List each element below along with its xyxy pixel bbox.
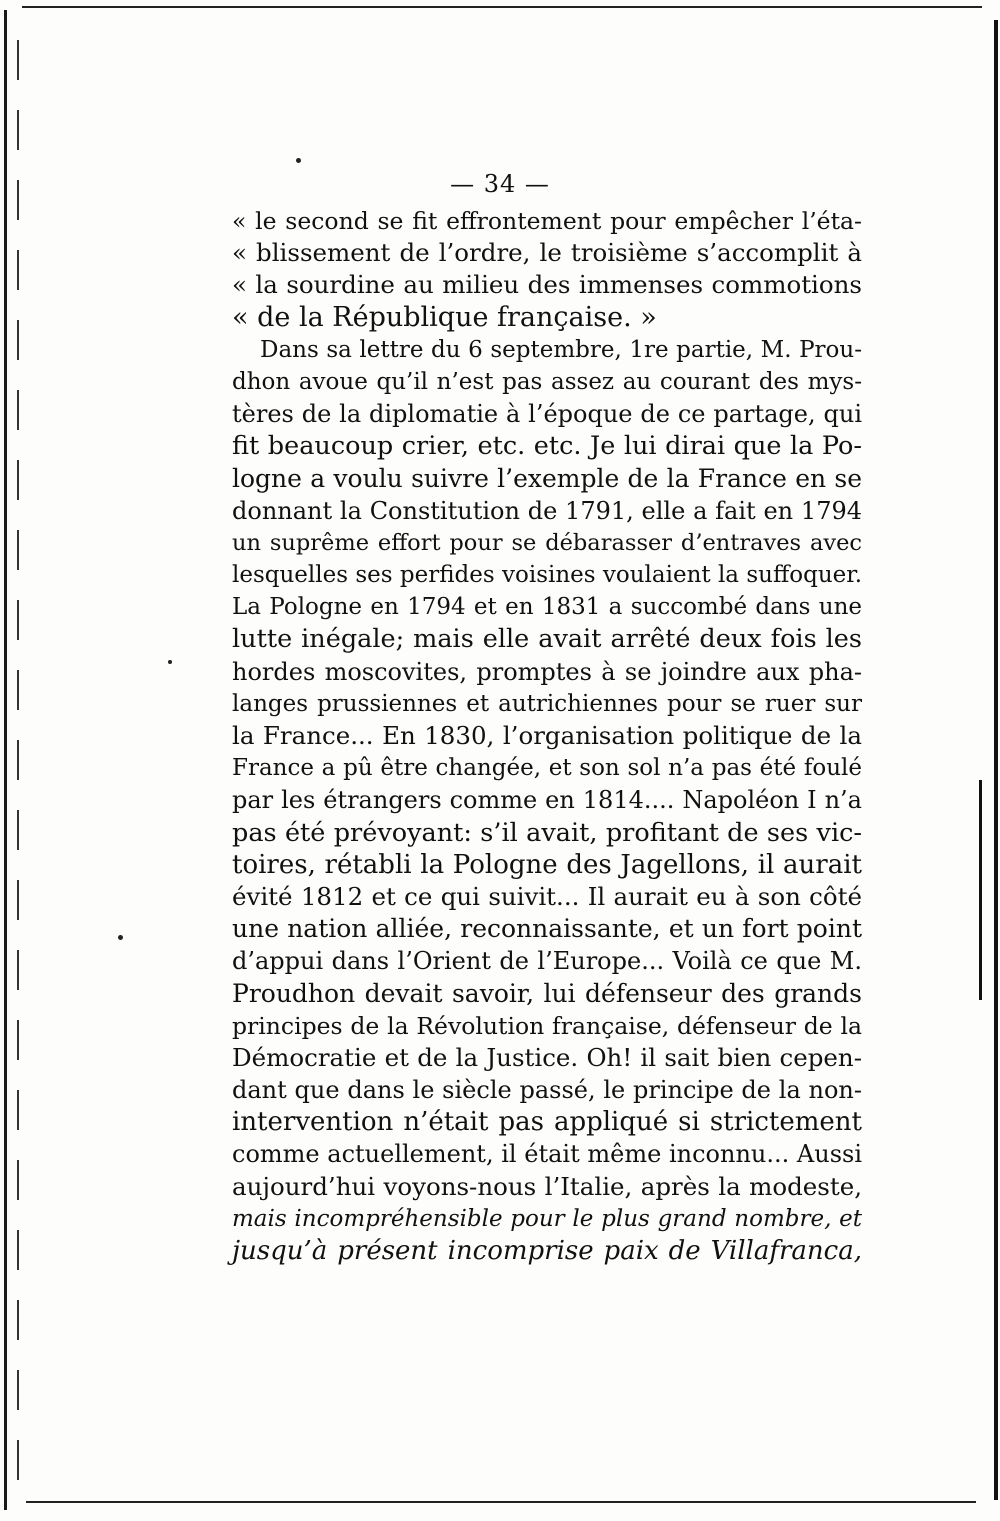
- text-line: Proudhon devait savoir, lui défenseur des grands: [232, 978, 862, 1008]
- text-line: intervention n’était pas appliqué si strictement: [232, 1107, 862, 1138]
- text-line: toires, rétabli la Pologne des Jagellons, il aurait: [232, 849, 862, 880]
- page-edge-right: [974, 20, 998, 1500]
- text-line: « blissement de l’ordre, le troisième s’accomplit à: [232, 238, 862, 268]
- page-number: — 34 —: [450, 170, 550, 198]
- page-edge-top: [22, 6, 982, 26]
- scan-speck: [296, 158, 301, 163]
- text-line: par les étrangers comme en 1814.... Napoléon I n’a: [232, 786, 862, 815]
- text-line: lesquelles ses perfides voisines voulaient la suffoquer.: [232, 562, 863, 589]
- text-line-italic: mais incompréhensible pour le plus grand nombre, et: [232, 1205, 862, 1232]
- text-line: dant que dans le siècle passé, le principe de la non-: [232, 1076, 862, 1105]
- text-line: aujourd’hui voyons-nous l’Italie, après la modeste,: [232, 1171, 862, 1201]
- scan-speck: [118, 935, 123, 940]
- text-line: « de la République française. »: [232, 301, 657, 333]
- text-line: évité 1812 et ce qui suivit... Il aurait eu à son côté: [232, 881, 862, 911]
- text-line: « le second se fit effrontement pour empêcher l’éta-: [232, 207, 862, 235]
- text-line: Démocratie et de la Justice. Oh! il sait bien cepen-: [232, 1042, 862, 1072]
- text-line: d’appui dans l’Orient de l’Europe... Voilà ce que M.: [232, 947, 862, 976]
- text-line: Dans sa lettre du 6 septembre, 1re partie, M. Prou-: [260, 336, 862, 363]
- text-line: principes de la Révolution française, défenseur de la: [232, 1011, 862, 1040]
- text-line: comme actuellement, il était même inconnu... Aussi: [232, 1140, 862, 1169]
- text-line-italic: jusqu’à présent incomprise paix de Villafranca,: [232, 1236, 862, 1266]
- page-edge-bottom: [26, 1493, 976, 1503]
- text-line: « la sourdine au milieu des immenses commotions: [232, 270, 862, 300]
- body-text: [232, 205, 862, 1267]
- text-line: donnant la Constitution de 1791, elle a fait en 1794: [232, 496, 862, 525]
- text-line: hordes moscovites, promptes à se joindre aux pha-: [232, 657, 862, 686]
- text-line: la France... En 1830, l’organisation politique de la: [232, 721, 862, 750]
- text-line: tères de la diplomatie à l’époque de ce partage, qui: [232, 400, 862, 429]
- text-line: un suprême effort pour se débarasser d’entraves avec: [232, 529, 862, 556]
- text-line: dhon avoue qu’il n’est pas assez au courant des mys-: [232, 368, 862, 395]
- text-line: France a pû être changée, et son sol n’a pas été foulé: [232, 755, 862, 782]
- text-line: langes prussiennes et autrichiennes pour se ruer sur: [232, 690, 862, 717]
- text-line: logne a voulu suivre l’exemple de la France en se: [232, 463, 862, 493]
- page-edge-left: [4, 10, 37, 1510]
- text-line: pas été prévoyant: s’il avait, profitant de ses vic-: [232, 817, 862, 848]
- text-line: lutte inégale; mais elle avait arrêté deux fois les: [232, 624, 862, 655]
- text-line: fit beaucoup crier, etc. etc. Je lui dirai que la Po-: [232, 431, 862, 462]
- scan-speck: [168, 660, 172, 664]
- text-line: une nation alliée, reconnaissante, et un fort point: [232, 914, 862, 944]
- text-line: La Pologne en 1794 et en 1831 a succombé dans une: [232, 594, 862, 621]
